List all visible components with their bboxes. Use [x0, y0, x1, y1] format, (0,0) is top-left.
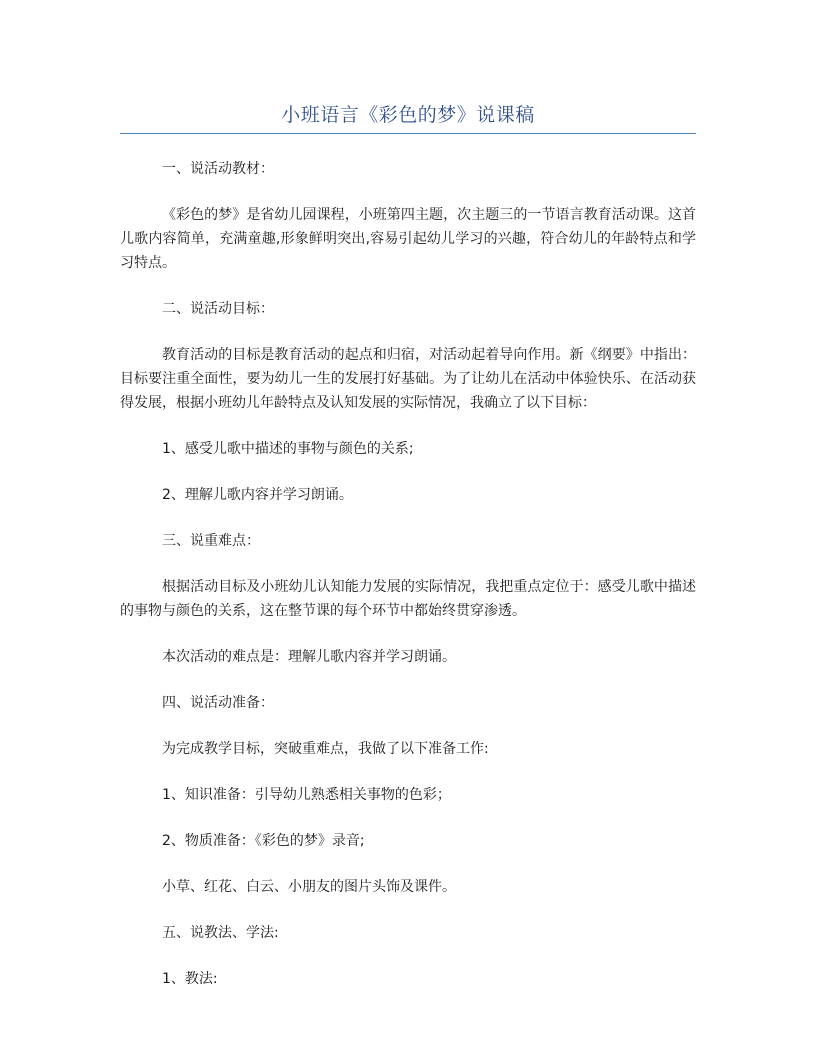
title-underline — [120, 133, 696, 134]
section-heading-4: 四、说活动准备： — [162, 695, 274, 711]
goal-item-1: 1、感受儿歌中描述的事物与颜色的关系; — [162, 441, 414, 457]
method-item-1: 1、教法: — [162, 971, 218, 987]
section-heading-3: 三、说重难点： — [162, 533, 260, 549]
prep-item-1: 1、知识准备：引导幼儿熟悉相关事物的色彩； — [162, 787, 451, 803]
paragraph-difficulty: 本次活动的难点是：理解儿歌内容并学习朗诵。 — [162, 649, 456, 665]
document-title: 小班语言《彩色的梦》说课稿 — [281, 104, 535, 126]
paragraph-key-points: 根据活动目标及小班幼儿认知能力发展的实际情况，我把重点定位于：感受儿歌中描述的事物与颜色的关系，这在整节课的每个环节中都始终贯穿渗透。 — [120, 579, 696, 619]
paragraph-material: 《彩色的梦》是省幼儿园课程，小班第四主题，次主题三的一节语言教育活动课。这首儿歌内容简单，充满童趣,形象鲜明突出,容易引起幼儿学习的兴趣，符合幼儿的年龄特点和学习特点。 — [120, 207, 696, 271]
section-heading-1: 一、说活动教材： — [162, 161, 274, 177]
goal-item-2: 2、理解儿歌内容并学习朗诵。 — [162, 487, 353, 503]
paragraph-preparation: 为完成教学目标，突破重难点，我做了以下准备工作: — [162, 741, 489, 757]
prep-materials: 小草、红花、白云、小朋友的图片头饰及课件。 — [162, 879, 456, 895]
prep-item-2: 2、物质准备：《彩色的梦》录音; — [162, 833, 365, 849]
section-heading-2: 二、说活动目标： — [162, 301, 274, 317]
section-heading-5: 五、说教法、学法: — [162, 925, 279, 941]
paragraph-goals: 教育活动的目标是教育活动的起点和归宿，对活动起着导向作用。新《纲要》中指出：目标要注重全面性，要为幼儿一生的发展打好基础。为了让幼儿在活动中体验快乐、在活动获得发展，根据小班幼儿年龄特点及认知发展的实际情况，我确立了以下目标： — [120, 347, 696, 411]
document-body — [120, 157, 696, 1013]
